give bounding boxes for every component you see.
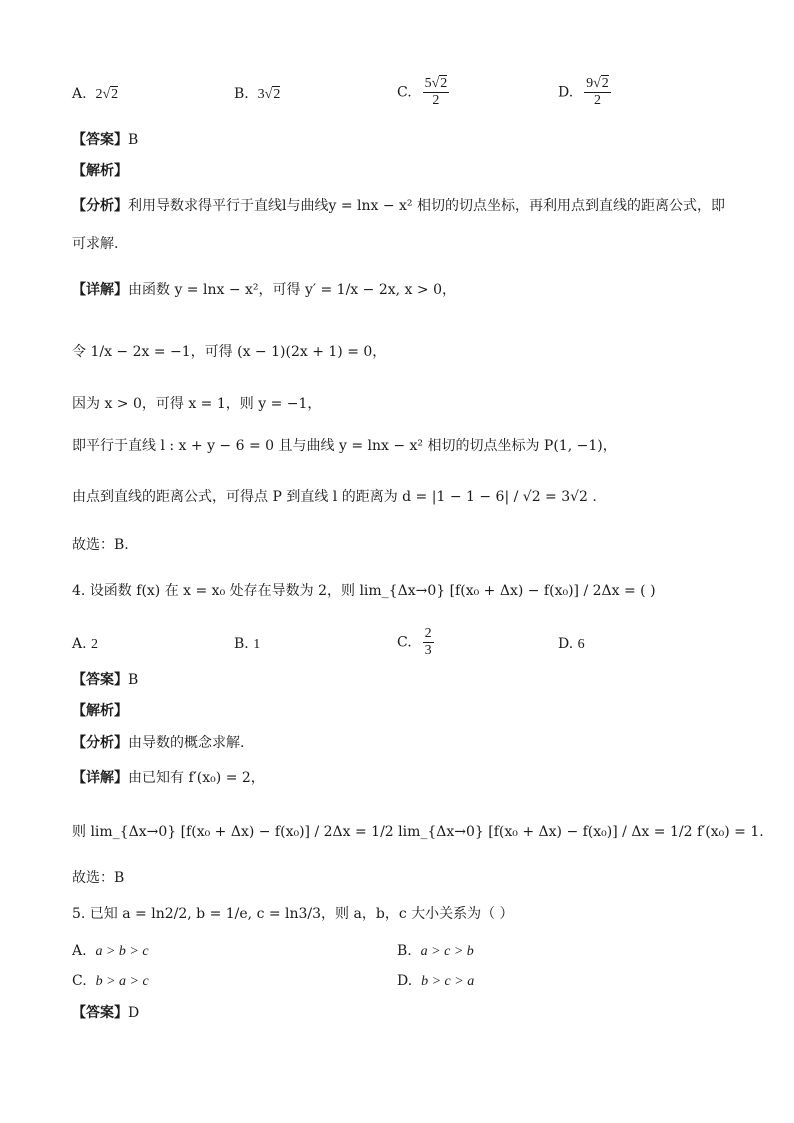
- q3-option-b[interactable]: B. 3√2: [234, 86, 281, 102]
- q4-detail-1: 【详解】由已知有 f′(x₀) = 2，: [72, 770, 265, 786]
- q3-conclusion: 故选：B.: [72, 537, 129, 553]
- q4-answer-line: 【答案】B: [72, 672, 139, 688]
- q4-conclusion: 故选：B: [72, 870, 125, 886]
- q3-fenxi-line2: 可求解.: [72, 236, 119, 252]
- q4-detail-2: 则 lim_{Δx→0} [f(x₀ + Δx) − f(x₀)] / 2Δx = 1/2 lim_{Δx→0} [f(x₀ + Δx) − f(x₀)] / Δx = 1/2 f′(x₀) = 1.: [72, 824, 764, 840]
- q3-detail-5: 由点到直线的距离公式，可得点 P 到直线 l 的距离为 d = |1 − 1 − 6| / √2 = 3√2 .: [72, 489, 597, 505]
- q4-stem: 4. 设函数 f(x) 在 x = x₀ 处存在导数为 2，则 lim_{Δx→0} [f(x₀ + Δx) − f(x₀)] / 2Δx = ( ): [72, 583, 656, 599]
- q3-detail-1: 【详解】由函数 y = lnx − x²，可得 y′ = 1/x − 2x, x > 0，: [72, 282, 456, 298]
- q3-detail-4: 即平行于直线 l : x + y − 6 = 0 且与曲线 y = lnx − x² 相切的切点坐标为 P(1, −1)，: [72, 438, 617, 454]
- q5-option-a[interactable]: A. a > b > c: [72, 943, 149, 959]
- q3-detail-2: 令 1/x − 2x = −1，可得 (x − 1)(2x + 1) = 0，: [72, 344, 387, 360]
- q3-option-a[interactable]: A. 2√2: [72, 86, 119, 102]
- q4-option-d[interactable]: D. 6: [558, 636, 585, 652]
- q5-stem: 5. 已知 a = ln2/2, b = 1/e, c = ln3/3，则 a，b，c 大小关系为（ ）: [72, 906, 514, 922]
- q4-option-c[interactable]: C. $\frac{2}{3}$: [397, 626, 432, 658]
- q5-answer-line: 【答案】D: [72, 1005, 140, 1021]
- q4-fenxi: 【分析】由导数的概念求解.: [72, 735, 245, 751]
- q3-answer-line: 【答案】B: [72, 132, 139, 148]
- q3-analysis-label: 【解析】: [72, 163, 128, 179]
- q5-option-c[interactable]: C. b > a > c: [72, 973, 149, 989]
- q4-analysis-label: 【解析】: [72, 703, 128, 719]
- q3-fenxi-line1: 【分析】利用导数求得平行于直线l与曲线y = lnx − x² 相切的切点坐标，再利用点到直线的距离公式，即: [72, 198, 725, 214]
- q4-option-a[interactable]: A. 2: [72, 636, 99, 652]
- q5-option-d[interactable]: D. b > c > a: [397, 973, 475, 989]
- q3-option-c[interactable]: C. $\frac{5√2}{2}$: [397, 76, 448, 108]
- q3-option-d[interactable]: D. $\frac{9√2}{2}$: [558, 76, 609, 108]
- q5-option-b[interactable]: B. a > c > b: [397, 943, 474, 959]
- q3-detail-3: 因为 x > 0，可得 x = 1，则 y = −1，: [72, 396, 322, 412]
- q4-option-b[interactable]: B. 1: [234, 636, 261, 652]
